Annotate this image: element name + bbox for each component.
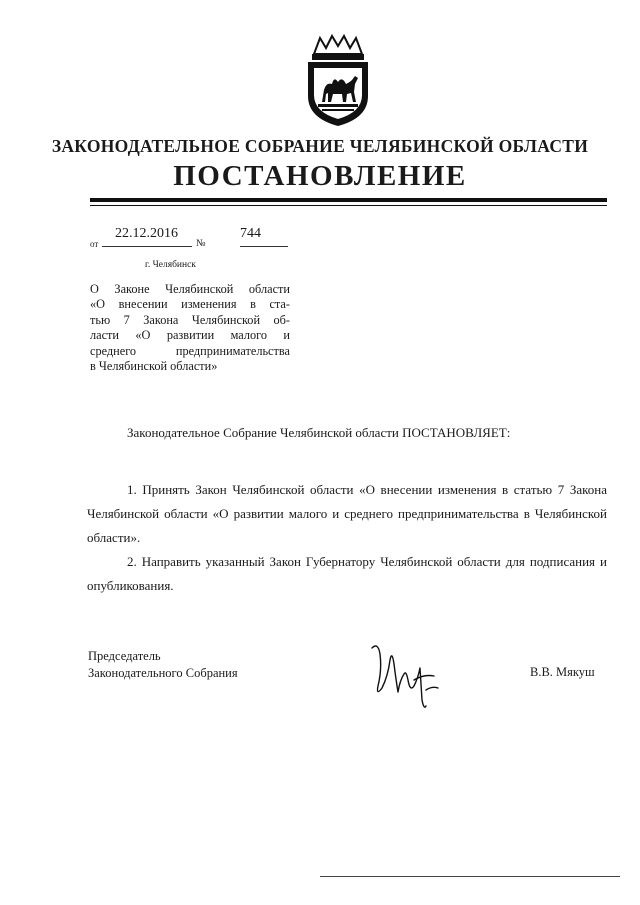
resolves-statement: Законодательное Собрание Челябинской области ПОСТАНОВЛЯЕТ: xyxy=(127,425,511,440)
signatory-role xyxy=(88,648,238,682)
organization-title: ЗАКОНОДАТЕЛЬНОЕ СОБРАНИЕ ЧЕЛЯБИНСКОЙ ОБЛАСТИ xyxy=(51,136,589,156)
number-prefix: № xyxy=(196,238,206,249)
signatory-role-line: Председатель xyxy=(88,649,161,663)
header-rule-thick xyxy=(90,198,607,202)
subject-line: ласти «О развитии малого и xyxy=(90,328,290,343)
document-date: 22.12.2016 xyxy=(115,226,178,241)
header-rule-thin xyxy=(90,205,607,206)
subject-line: в Челябинской области» xyxy=(90,359,218,374)
document-number: 744 xyxy=(240,226,261,241)
signatory-role-line: Законодательного Собрания xyxy=(88,666,238,680)
footer-rule xyxy=(320,876,620,877)
subject-line: «О внесении изменения в ста- xyxy=(90,297,290,312)
subject-line: среднего предпринимательства xyxy=(90,343,290,358)
number-underline xyxy=(240,246,288,247)
coat-of-arms-icon xyxy=(300,32,376,128)
subject-line: тью 7 Закона Челябинской об- xyxy=(90,312,290,327)
subject-line: О Законе Челябинской области xyxy=(90,282,290,296)
resolution-item-2: 2. Направить указанный Закон Губернатору Челябинской области для подписания и опубликования. xyxy=(87,554,607,593)
resolution-item-1: 1. Принять Закон Челябинской области «О внесении изменения в статью 7 Закона Челябинской области «О развитии малого и среднего предпринимательства в Челябинской области». xyxy=(87,482,607,545)
date-underline xyxy=(102,246,192,247)
document-type-title: ПОСТАНОВЛЕНИЕ xyxy=(173,160,467,192)
city-label: г. Челябинск xyxy=(145,260,196,270)
date-prefix: от xyxy=(90,239,99,249)
handwritten-signature-icon xyxy=(368,640,442,714)
signatory-name: В.В. Мякуш xyxy=(530,665,595,679)
document-subject xyxy=(90,282,290,374)
